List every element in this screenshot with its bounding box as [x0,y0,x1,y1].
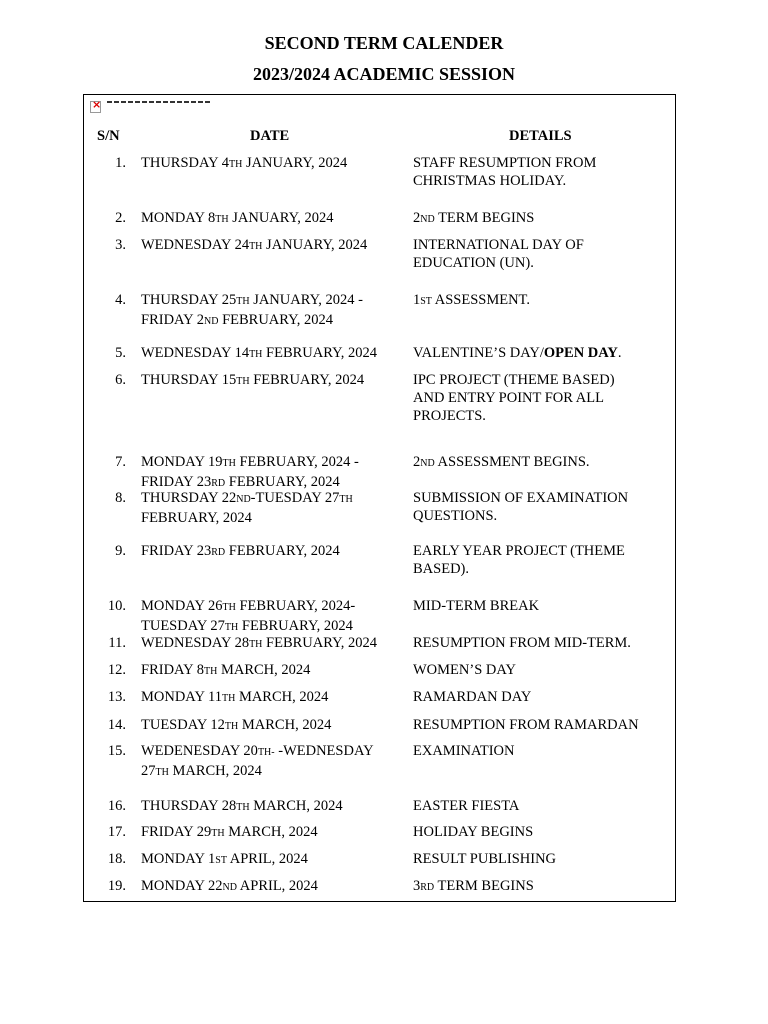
row-details: VALENTINE’S DAY/OPEN DAY. [413,345,622,361]
broken-image-icon [90,101,101,113]
row-details: EXAMINATION [413,743,515,759]
row-date: WEDNESDAY 14TH FEBRUARY, 2024 [141,345,377,361]
row-date: FRIDAY 29TH MARCH, 2024 [141,824,318,840]
row-details: INTERNATIONAL DAY OF EDUCATION (UN). [413,237,584,271]
row-number: 15. [107,743,126,759]
row-number: 19. [107,878,126,894]
row-number: 3. [115,237,126,253]
row-number: 7. [115,454,126,470]
row-details: RESUMPTION FROM RAMARDAN [413,717,639,733]
row-date: THURSDAY 25TH JANUARY, 2024 - FRIDAY 2ND FEBRUARY, 2024 [141,292,363,328]
row-date: THURSDAY 22ND-TUESDAY 27TH FEBRUARY, 2024 [141,490,353,526]
row-number: 9. [115,543,126,559]
row-number: 12. [107,662,126,678]
row-number: 2. [115,210,126,226]
row-number: 8. [115,490,126,506]
row-number: 14. [107,717,126,733]
row-date: FRIDAY 23RD FEBRUARY, 2024 [141,543,340,559]
row-details: 1ST ASSESSMENT. [413,292,530,308]
row-details: HOLIDAY BEGINS [413,824,534,840]
row-date: WEDENESDAY 20TH- -WEDNESDAY 27TH MARCH, 2024 [141,743,374,779]
row-number: 18. [107,851,126,867]
row-details: EARLY YEAR PROJECT (THEME BASED). [413,543,625,577]
row-date: MONDAY 19TH FEBRUARY, 2024 - FRIDAY 23RD FEBRUARY, 2024 [141,454,359,490]
row-details: MID-TERM BREAK [413,598,540,614]
row-number: 6. [115,372,126,388]
row-number: 13. [107,689,126,705]
row-details: SUBMISSION OF EXAMINATION QUESTIONS. [413,490,629,524]
row-number: 10. [107,598,126,614]
row-date: MONDAY 8TH JANUARY, 2024 [141,210,334,226]
column-header-date: DATE [250,128,290,144]
image-placeholder-bar [107,101,211,103]
column-header-details: DETAILS [509,128,572,144]
page-subtitle: 2023/2024 ACADEMIC SESSION [252,64,516,84]
row-details: EASTER FIESTA [413,798,520,814]
row-date: TUESDAY 12TH MARCH, 2024 [141,717,332,733]
row-number: 5. [115,345,126,361]
row-number: 4. [115,292,126,308]
row-date: MONDAY 1ST APRIL, 2024 [141,851,308,867]
row-details: RESUMPTION FROM MID-TERM. [413,635,631,651]
row-date: THURSDAY 4TH JANUARY, 2024 [141,155,348,171]
row-date: MONDAY 11TH MARCH, 2024 [141,689,329,705]
row-number: 11. [108,635,126,651]
column-header-sn: S/N [97,128,120,144]
row-date: WEDNESDAY 28TH FEBRUARY, 2024 [141,635,377,651]
row-details: STAFF RESUMPTION FROM CHRISTMAS HOLIDAY. [413,155,597,189]
row-details: RESULT PUBLISHING [413,851,557,867]
row-date: THURSDAY 28TH MARCH, 2024 [141,798,343,814]
page-title: SECOND TERM CALENDER [264,33,504,53]
row-number: 1. [115,155,126,171]
row-number: 16. [107,798,126,814]
row-details: IPC PROJECT (THEME BASED) AND ENTRY POINT FOR ALL PROJECTS. [413,372,615,424]
row-details: RAMARDAN DAY [413,689,532,705]
row-details: 2ND ASSESSMENT BEGINS. [413,454,590,470]
row-date: FRIDAY 8TH MARCH, 2024 [141,662,311,678]
row-details: 3RD TERM BEGINS [413,878,534,894]
row-number: 17. [107,824,126,840]
row-date: MONDAY 26TH FEBRUARY, 2024- TUESDAY 27TH FEBRUARY, 2024 [141,598,356,634]
row-date: WEDNESDAY 24TH JANUARY, 2024 [141,237,368,253]
row-details: WOMEN’S DAY [413,662,516,678]
row-date: MONDAY 22ND APRIL, 2024 [141,878,318,894]
row-details: 2ND TERM BEGINS [413,210,535,226]
row-date: THURSDAY 15TH FEBRUARY, 2024 [141,372,365,388]
